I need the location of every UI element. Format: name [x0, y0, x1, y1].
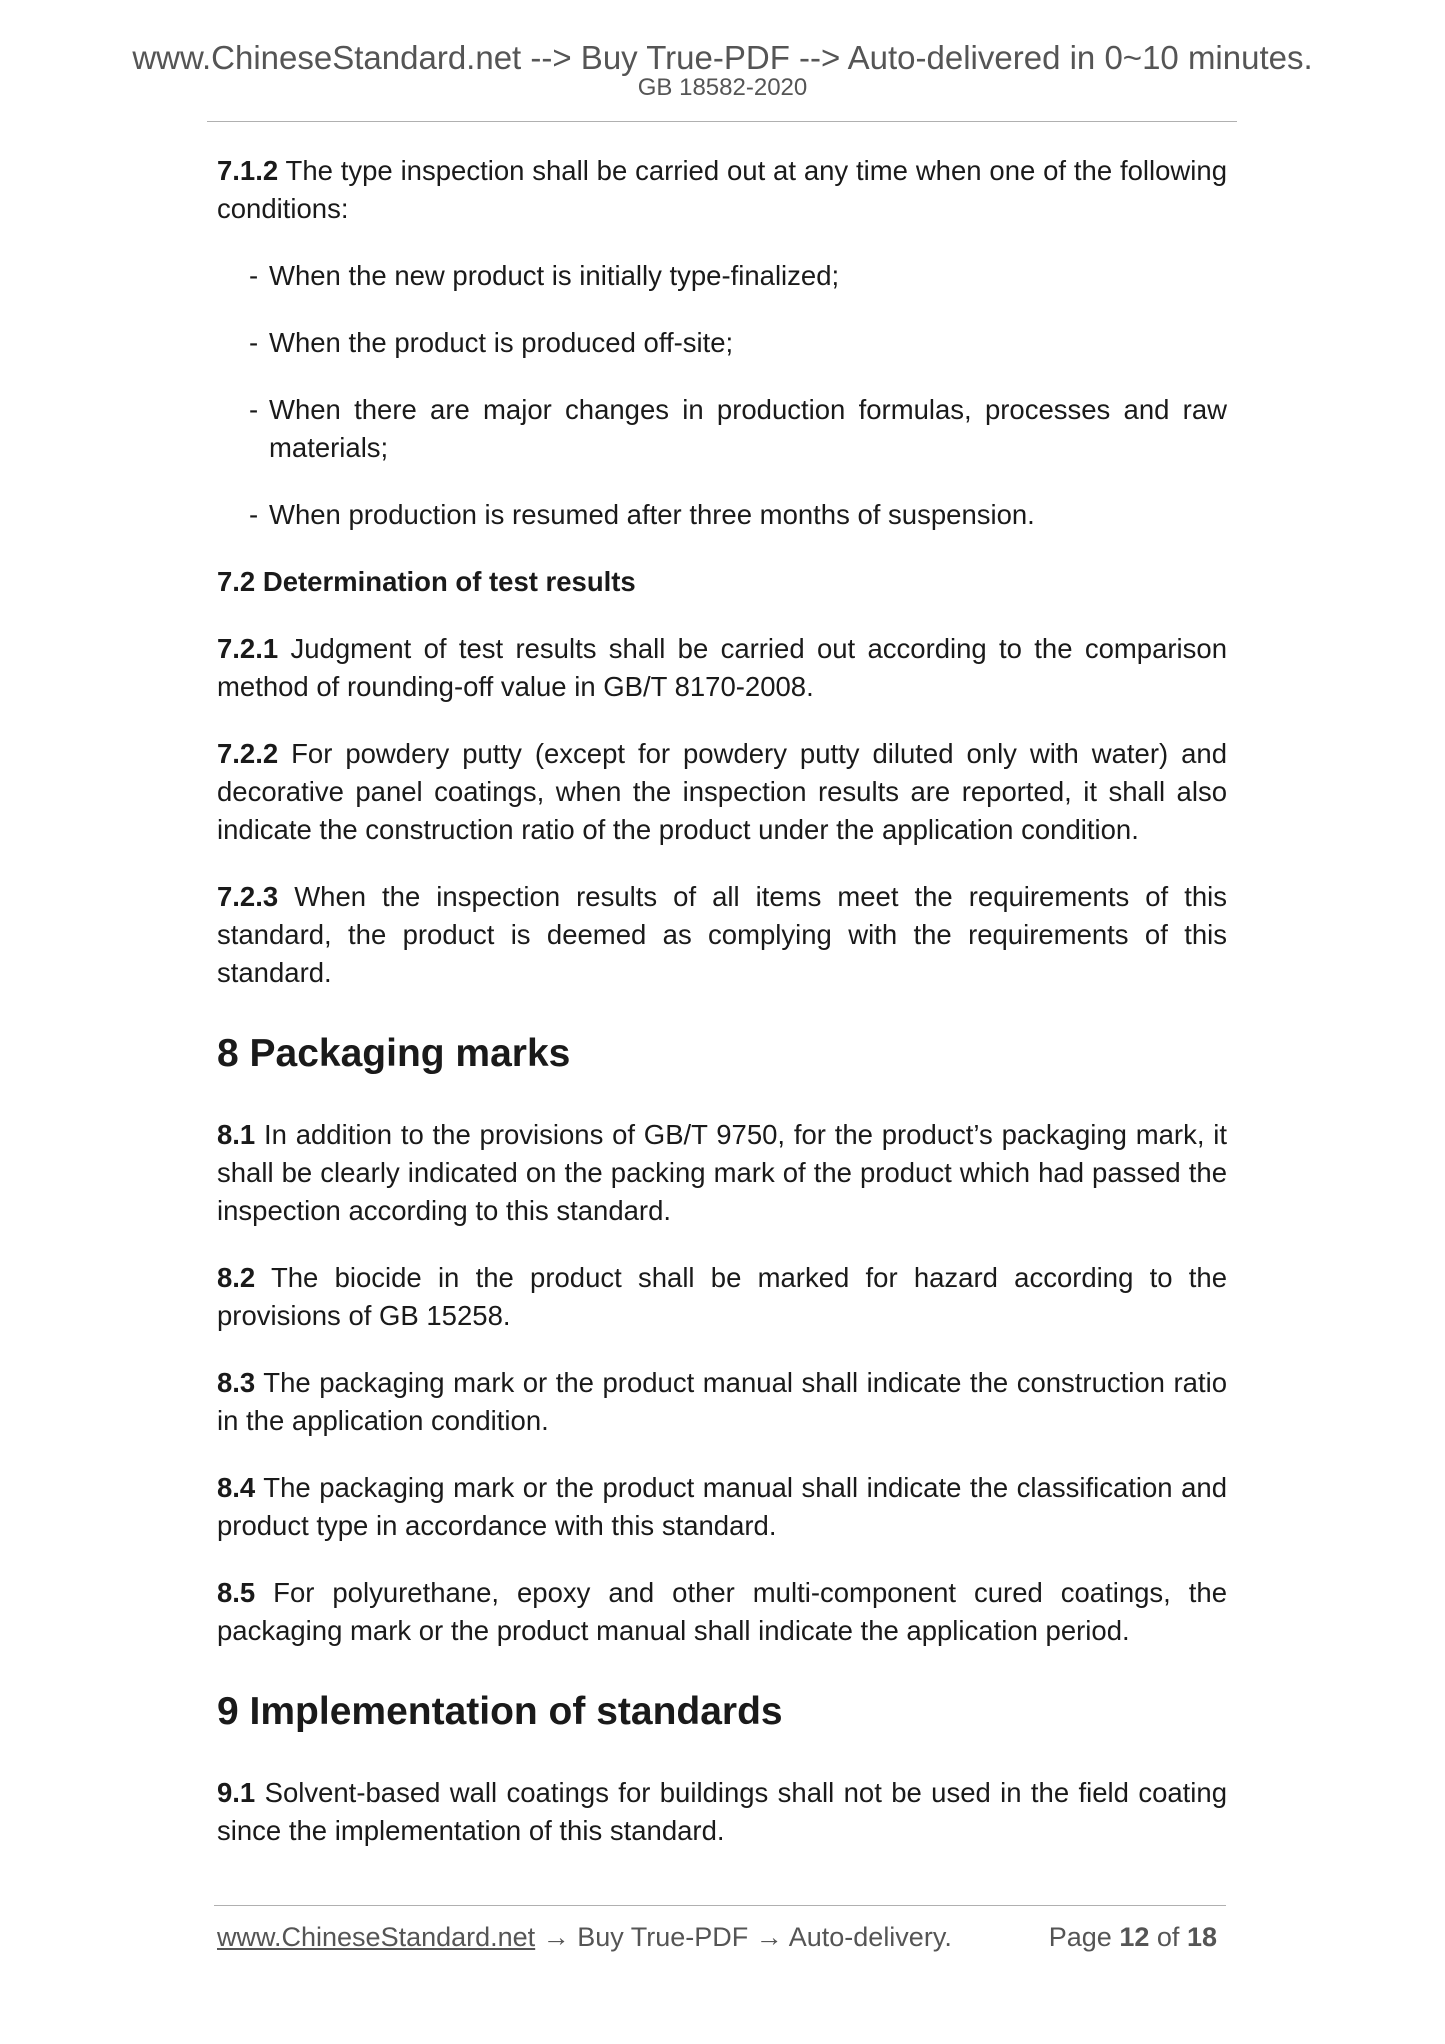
clause-text: For polyurethane, epoxy and other multi-component cured coatings, the packaging mark or the product manual shall indicate the application period.	[217, 1577, 1227, 1646]
page-footer	[217, 1920, 1217, 1954]
clause-text: When the inspection results of all items meet the requirements of this standard, the product is deemed as complying with the requirements of this standard.	[217, 881, 1227, 988]
clause-number: 7.2.1	[217, 633, 279, 664]
dash-marker: -	[249, 260, 259, 291]
clause-number: 8.3	[217, 1367, 256, 1398]
page-label: Page	[1048, 1922, 1112, 1952]
footer-promo: → Buy True-PDF → Auto-delivery.	[535, 1922, 952, 1952]
dash-marker: -	[249, 327, 259, 358]
heading-9: 9 Implementation of standards	[217, 1690, 783, 1733]
of-label: of	[1156, 1922, 1180, 1952]
footer-site-link[interactable]: www.ChineseStandard.net	[217, 1922, 536, 1952]
clause-7-2-1	[217, 630, 1227, 706]
clause-number: 8.4	[217, 1472, 256, 1503]
page-total: 18	[1186, 1922, 1217, 1952]
clause-text: The type inspection shall be carried out at any time when one of the following conditions:	[217, 155, 1227, 224]
clause-7-2-2	[217, 735, 1227, 849]
clause-number: 9.1	[217, 1777, 256, 1808]
clause-text: The biocide in the product shall be marked for hazard according to the provisions of GB 15258.	[217, 1262, 1227, 1331]
heading-8: 8 Packaging marks	[217, 1032, 571, 1075]
clause-text: The packaging mark or the product manual shall indicate the construction ratio in the application condition.	[217, 1367, 1227, 1436]
list-item-text: When production is resumed after three months of suspension.	[269, 499, 1035, 530]
clause-9-1	[217, 1774, 1227, 1850]
clause-8-5	[217, 1574, 1227, 1650]
clause-text: The packaging mark or the product manual shall indicate the classification and product type in accordance with this standard.	[217, 1472, 1227, 1541]
list-item	[217, 324, 1227, 362]
page-content	[217, 152, 1227, 1850]
list-item	[217, 391, 1227, 467]
dash-marker: -	[249, 394, 259, 425]
header-divider	[207, 121, 1237, 122]
clause-number: 7.2.3	[217, 881, 279, 912]
list-item	[217, 496, 1227, 534]
page-number: 12	[1119, 1922, 1150, 1952]
clause-number: 8.1	[217, 1119, 256, 1150]
clause-8-4	[217, 1469, 1227, 1545]
clause-8-1	[217, 1116, 1227, 1230]
list-item-text: When the new product is initially type-finalized;	[269, 260, 840, 291]
clause-text: Judgment of test results shall be carried out according to the comparison method of rounding-off value in GB/T 8170-2008.	[217, 633, 1227, 702]
clause-number: 7.1.2	[217, 155, 279, 186]
heading-7-2: 7.2 Determination of test results	[217, 566, 636, 597]
footer-divider	[214, 1905, 1226, 1906]
clause-text: Solvent-based wall coatings for buildings shall not be used in the field coating since the implementation of this standard.	[217, 1777, 1227, 1846]
standard-code: GB 18582-2020	[637, 74, 808, 101]
clause-number: 7.2.2	[217, 738, 279, 769]
clause-8-2	[217, 1259, 1227, 1335]
clause-7-1-2	[217, 152, 1227, 228]
header-banner: www.ChineseStandard.net --> Buy True-PDF --> Auto-delivered in 0~10 minutes.	[132, 39, 1313, 76]
clause-number: 8.5	[217, 1577, 256, 1608]
clause-7-2-3	[217, 878, 1227, 992]
clause-8-3	[217, 1364, 1227, 1440]
dash-marker: -	[249, 499, 259, 530]
page-counter	[1049, 1920, 1217, 1954]
clause-text: In addition to the provisions of GB/T 9750, for the product’s packaging mark, it shall be clearly indicated on the packing mark of the product which had passed the inspection according to this standard.	[217, 1119, 1227, 1226]
list-item	[217, 257, 1227, 295]
list-item-text: When there are major changes in production formulas, processes and raw materials;	[269, 394, 1227, 463]
list-item-text: When the product is produced off-site;	[269, 327, 734, 358]
clause-text: For powdery putty (except for powdery putty diluted only with water) and decorative panel coatings, when the inspection results are reported, it shall also indicate the construction ratio of the product under the application condition.	[217, 738, 1227, 845]
clause-number: 8.2	[217, 1262, 256, 1293]
